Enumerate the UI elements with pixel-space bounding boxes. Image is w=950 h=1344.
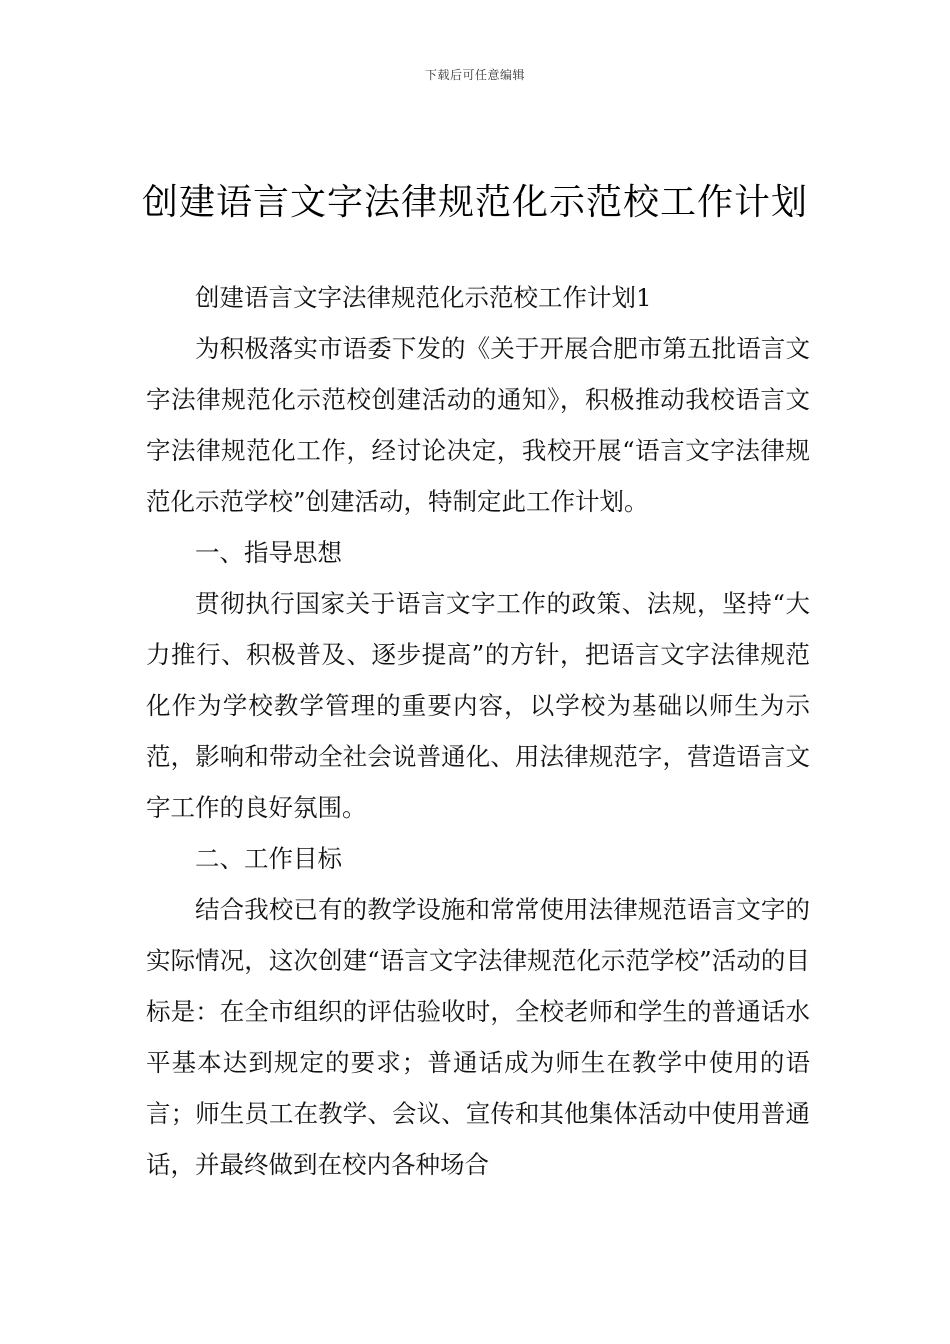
document-title: 创建语言文字法律规范化示范校工作计划 bbox=[141, 182, 808, 223]
guiding-ideology-paragraph: 贯彻执行国家关于语言文字工作的政策、法规，坚持“大力推行、积极普及、逐步提高”的方针，把语言文字法律规范化作为学校教学管理的重要内容，以学校为基础以师生为示范，影响和带动全社会说普通化、用法律规范字，营造语言文字工作的良好氛围。 bbox=[146, 589, 810, 822]
plan-subtitle: 创建语言文字法律规范化示范校工作计划1 bbox=[195, 283, 652, 312]
intro-paragraph: 为积极落实市语委下发的《关于开展合肥市第五批语言文字法律规范化示范校创建活动的通知》，积极推动我校语言文字法律规范化工作，经讨论决定，我校开展“语言文字法律规范化示范学校”创建活动，特制定此工作计划。 bbox=[146, 334, 810, 516]
header-note: 下载后可任意编辑 bbox=[424, 68, 525, 82]
document-body bbox=[146, 272, 810, 1190]
work-goals-paragraph: 结合我校已有的教学设施和常常使用法律规范语言文字的实际情况，这次创建“语言文字法律规范化示范学校”活动的目标是：在全市组织的评估验收时，全校老师和学生的普通话水平基本达到规定的要求；普通话成为师生在教学中使用的语言；师生员工在教学、会议、宣传和其他集体活动中使用普通话，并最终做到在校内各种场合 bbox=[146, 895, 810, 1179]
section-heading-work-goals: 二、工作目标 bbox=[195, 844, 342, 873]
section-heading-guiding-ideology: 一、指导思想 bbox=[195, 538, 342, 567]
